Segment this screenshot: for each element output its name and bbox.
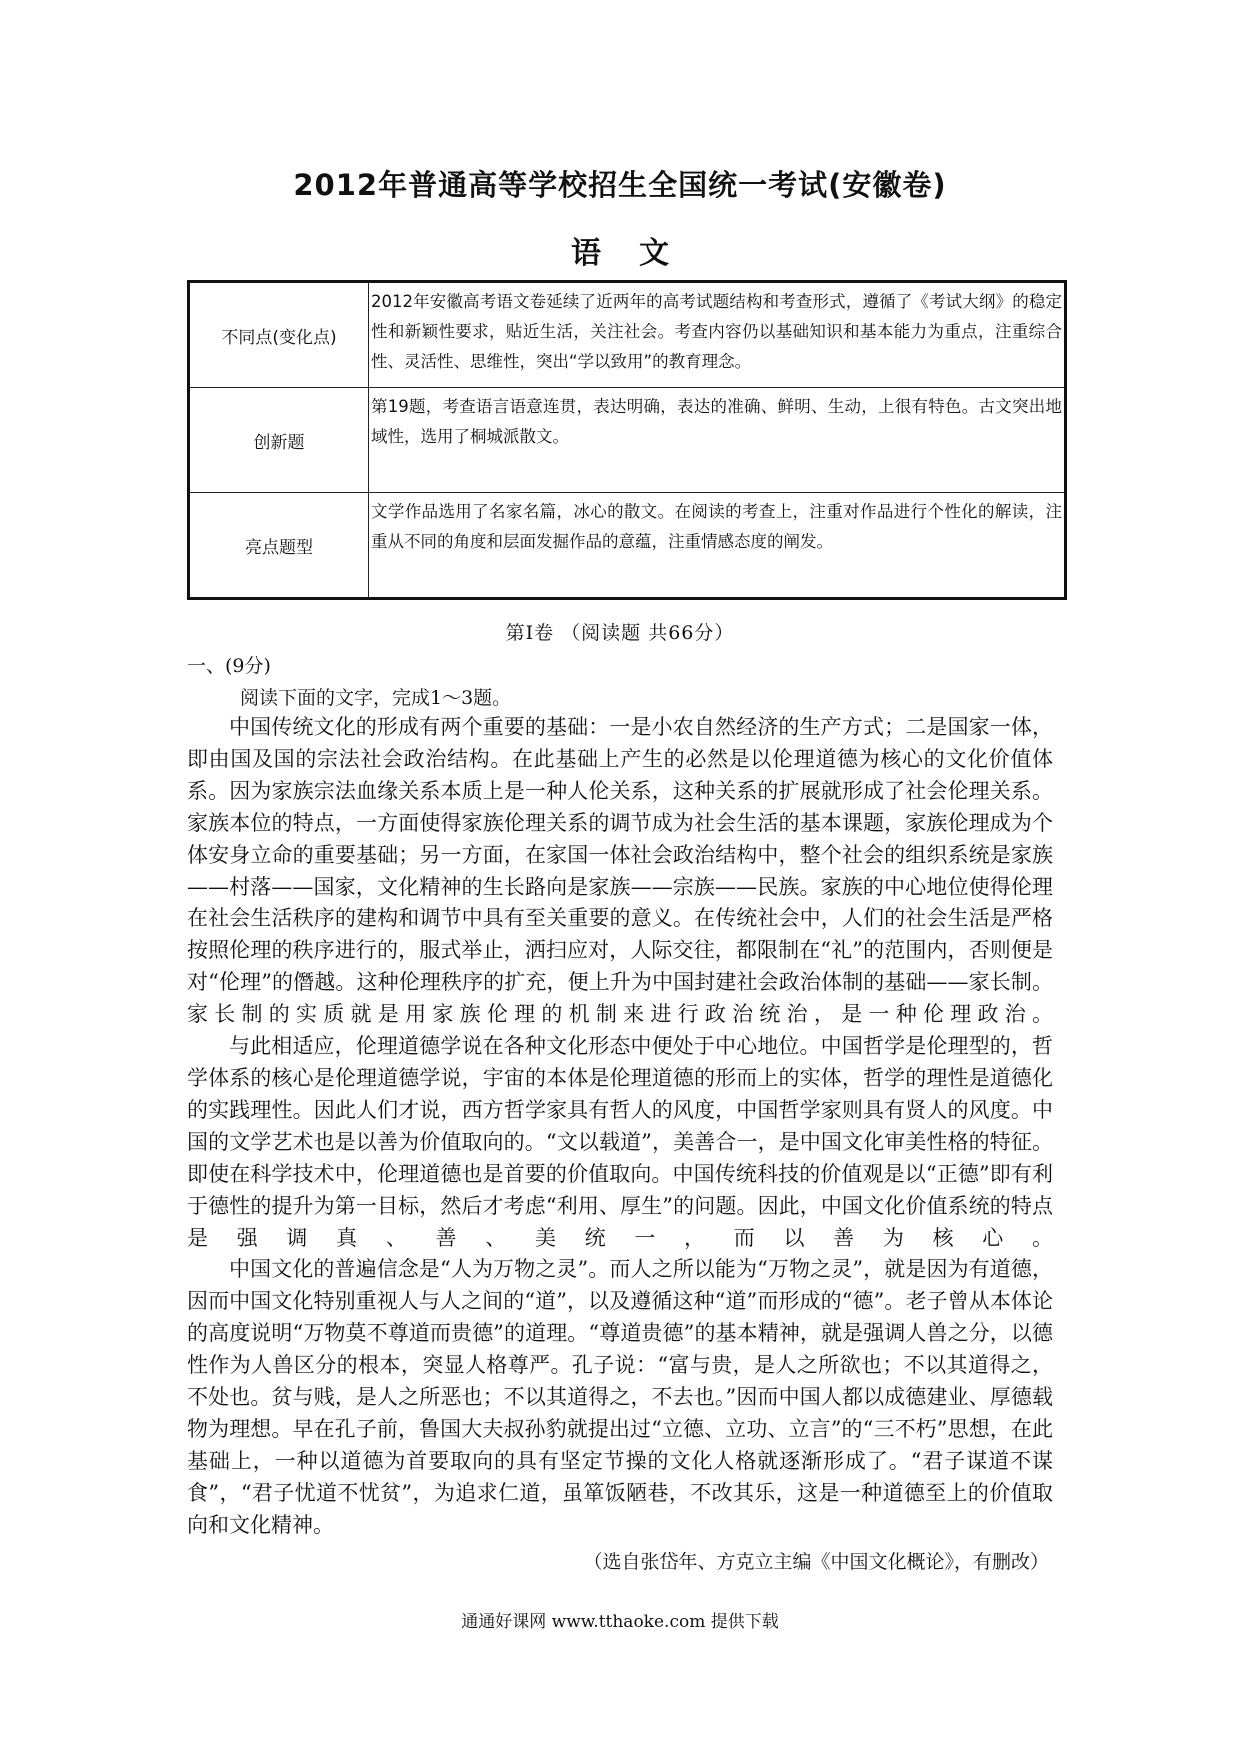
table-row [189,282,1066,388]
table-row [189,388,1066,493]
question-instruction: 阅读下面的文字，完成1～3题。 [240,687,512,709]
row-text: 第19题，考查语言语意连贯，表达明确，表达的准确、鲜明、生动，上很有特色。古文突出地域性，选用了桐城派散文。 [369,388,1066,493]
question-heading: 一、(9分) [187,655,271,677]
row-label: 不同点(变化点) [189,282,369,388]
subject-title: 语文 [571,236,707,271]
table-row [189,493,1066,599]
row-label: 创新题 [189,388,369,493]
passage-paragraph: 与此相适应，伦理道德学说在各种文化形态中便处于中心地位。中国哲学是伦理型的，哲学体系的核心是伦理道德学说，宇宙的本体是伦理道德的形而上的实体，哲学的理性是道德化的实践理性。因此人们才说，西方哲学家具有哲人的风度，中国哲学家则具有贤人的风度。中国的文学艺术也是以善为价值取向的。“文以载道”，美善合一，是中国文化审美性格的特征。即使在科学技术中，伦理道德也是首要的价值取向。中国传统科技的价值观是以“正德”即有利于德性的提升为第一目标，然后才考虑“利用、厚生”的问题。因此，中国文化价值系统的特点是强调真、善、美统一，而以善为核心。 [187,1034,1053,1250]
row-text: 文学作品选用了名家名篇，冰心的散文。在阅读的考查上，注重对作品进行个性化的解读，注重从不同的角度和层面发掘作品的意蕴，注重情感态度的阐发。 [369,493,1066,599]
row-label: 亮点题型 [189,493,369,599]
page-footer: 通通好课网 www.tthaoke.com 提供下载 [461,1612,779,1632]
reading-passage [187,712,1053,1542]
analysis-table [187,280,1067,600]
passage-paragraph: 中国文化的普遍信念是“人为万物之灵”。而人之所以能为“万物之灵”，就是因为有道德，因而中国文化特别重视人与人之间的“道”，以及遵循这种“道”而形成的“德”。老子曾从本体论的高度说明“万物莫不尊道而贵德”的道理。“尊道贵德”的基本精神，就是强调人兽之分，以德性作为人兽区分的根本，突显人格尊严。孔子说：“富与贵，是人之所欲也；不以其道得之，不处也。贫与贱，是人之所恶也；不以其道得之，不去也。”因而中国人都以成德建业、厚德载物为理想。早在孔子前，鲁国大夫叔孙豹就提出过“立德、立功、立言”的“三不朽”思想，在此基础上，一种以道德为首要取向的具有坚定节操的文化人格就逐渐形成了。“君子谋道不谋食”，“君子忧道不忧贫”，为追求仁道，虽箪饭陋巷，不改其乐，这是一种道德至上的价值取向和文化精神。 [187,1257,1053,1537]
passage-paragraph: 中国传统文化的形成有两个重要的基础：一是小农自然经济的生产方式；二是国家一体，即由国及国的宗法社会政治结构。在此基础上产生的必然是以伦理道德为核心的文化价值体系。因为家族宗法血缘关系本质上是一种人伦关系，这种关系的扩展就形成了社会伦理关系。家族本位的特点，一方面使得家族伦理关系的调节成为社会生活的基本课题，家族伦理成为个体安身立命的重要基础；另一方面，在家国一体社会政治结构中，整个社会的组织系统是家族——村落——国家，文化精神的生长路向是家族——宗族——民族。家族的中心地位使得伦理在社会生活秩序的建构和调节中具有至关重要的意义。在传统社会中，人们的社会生活是严格按照伦理的秩序进行的，服式举止，洒扫应对，人际交往，都限制在“礼”的范围内，否则便是对“伦理”的僭越。这种伦理秩序的扩充，便上升为中国封建社会政治体制的基础——家长制。家长制的实质就是用家族伦理的机制来进行政治统治，是一种伦理政治。 [187,715,1053,1027]
row-text: 2012年安徽高考语文卷延续了近两年的高考试题结构和考查形式，遵循了《考试大纲》的稳定性和新颖性要求，贴近生活，关注社会。考查内容仍以基础知识和基本能力为重点，注重综合性、灵活性、思维性，突出“学以致用”的教育理念。 [369,282,1066,388]
exam-title: 2012年普通高等学校招生全国统一考试(安徽卷) [293,168,947,202]
section-title: 第Ⅰ卷 （阅读题 共66分） [505,622,735,644]
passage-source: （选自张岱年、方克立主编《中国文化概论》，有删改） [583,1551,1049,1573]
